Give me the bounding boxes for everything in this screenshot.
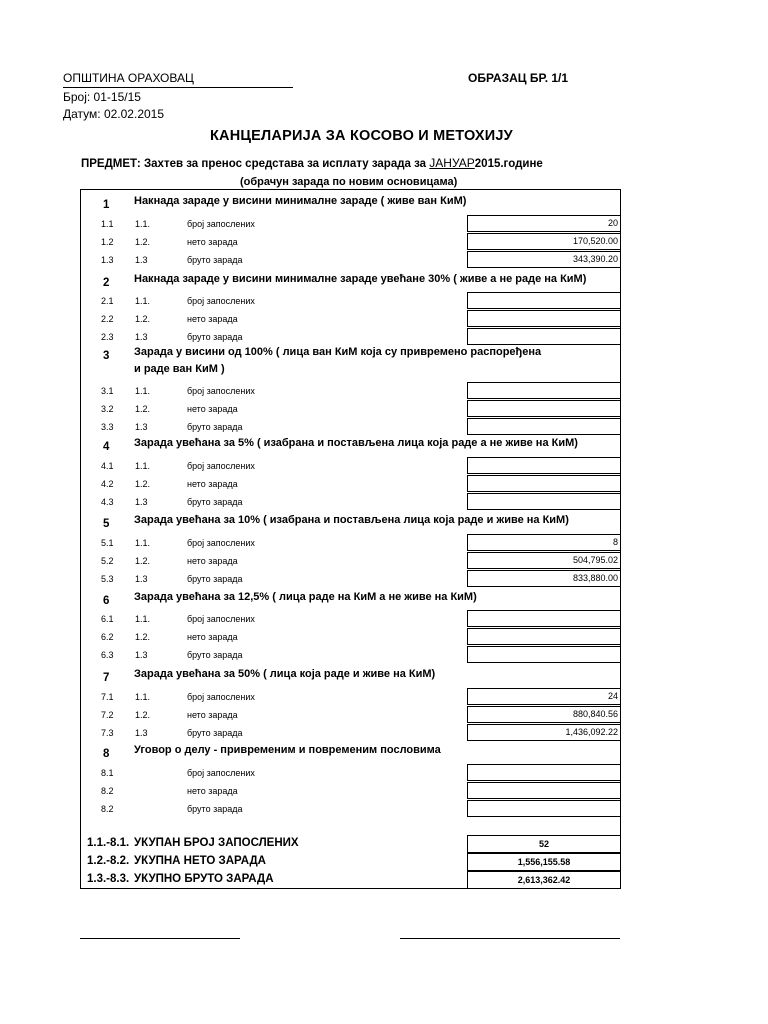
total-code: 1.2.-8.2.	[87, 855, 130, 867]
row-code: 7.3	[101, 728, 114, 738]
signature-line-left	[80, 938, 240, 939]
row-code: 3.3	[101, 422, 114, 432]
row-label: нето зарада	[187, 314, 238, 324]
row-code: 3.1	[101, 386, 114, 396]
row-code: 6.3	[101, 650, 114, 660]
row-value-field[interactable]: 8	[467, 534, 621, 551]
row-subcode: 1.1.	[135, 296, 151, 306]
row-label: нето зарада	[187, 710, 238, 720]
row-subcode: 1.2.	[135, 632, 151, 642]
row-label: нето зарада	[187, 632, 238, 642]
row-value-field[interactable]	[467, 764, 621, 781]
row-value-field[interactable]	[467, 382, 621, 399]
row-value-field[interactable]	[467, 292, 621, 309]
row-subcode: 1.3	[135, 574, 148, 584]
row-code: 2.2	[101, 314, 114, 324]
row-code: 1.3	[101, 255, 114, 265]
section-title: Зарада увећана за 5% ( изабрана и постављена лица која раде а не живе на КиМ)	[134, 437, 578, 449]
row-code: 8.1	[101, 768, 114, 778]
section-number: 5	[103, 518, 110, 530]
row-subcode: 1.3	[135, 332, 148, 342]
row-value-field[interactable]: 833,880.00	[467, 570, 621, 587]
row-label: број запослених	[187, 461, 255, 471]
row-value-field[interactable]	[467, 400, 621, 417]
section-title-line2: и раде ван КиМ )	[134, 363, 225, 375]
row-code: 1.2	[101, 237, 114, 247]
row-value-field[interactable]	[467, 457, 621, 474]
signature-line-right	[400, 938, 620, 939]
subject-month: ЈАНУАР	[429, 156, 475, 170]
row-subcode: 1.2.	[135, 237, 151, 247]
row-code: 2.3	[101, 332, 114, 342]
municipality-underline	[63, 87, 293, 88]
row-value-field[interactable]: 170,520.00	[467, 233, 621, 250]
row-label: бруто зарада	[187, 728, 243, 738]
row-value-field[interactable]: 20	[467, 215, 621, 232]
row-label: број запослених	[187, 219, 255, 229]
form-number: ОБРАЗАЦ БР. 1/1	[468, 71, 569, 85]
row-subcode: 1.1.	[135, 386, 151, 396]
row-subcode: 1.1.	[135, 219, 151, 229]
row-code: 5.3	[101, 574, 114, 584]
row-value-field[interactable]	[467, 475, 621, 492]
total-value-field[interactable]: 1,556,155.58	[467, 853, 621, 871]
row-label: бруто зарада	[187, 804, 243, 814]
row-value-field[interactable]	[467, 493, 621, 510]
document-date: Датум: 02.02.2015	[63, 107, 165, 121]
row-label: број запослених	[187, 614, 255, 624]
row-code: 4.1	[101, 461, 114, 471]
section-title: Зарада увећана за 10% ( изабрана и постављена лица која раде и живе на КиМ)	[134, 514, 569, 526]
row-subcode: 1.3	[135, 650, 148, 660]
total-code: 1.1.-8.1.	[87, 837, 130, 849]
row-subcode: 1.2.	[135, 479, 151, 489]
calculation-note: (обрачун зарада по новим основицама)	[240, 176, 458, 188]
row-subcode: 1.2.	[135, 556, 151, 566]
section-number: 8	[103, 748, 110, 760]
row-value-field[interactable]: 24	[467, 688, 621, 705]
row-label: бруто зарада	[187, 332, 243, 342]
row-subcode: 1.3	[135, 497, 148, 507]
row-label: нето зарада	[187, 479, 238, 489]
row-value-field[interactable]	[467, 628, 621, 645]
row-label: нето зарада	[187, 404, 238, 414]
section-title: Зарада увећана за 12,5% ( лица раде на КиМ а не живе на КиМ)	[134, 591, 477, 603]
section-title: Зарада у висини од 100% ( лица ван КиМ која су привремено распоређена	[134, 346, 542, 358]
reference-number: Број: 01-15/15	[63, 90, 141, 104]
subject-prefix: ПРЕДМЕТ: Захтев за пренос средстава за исплату зарада за	[81, 158, 427, 170]
row-code: 8.2	[101, 786, 114, 796]
row-label: бруто зарада	[187, 255, 243, 265]
row-value-field[interactable]	[467, 610, 621, 627]
row-label: нето зарада	[187, 237, 238, 247]
section-number: 1	[103, 199, 110, 211]
row-subcode: 1.2.	[135, 404, 151, 414]
row-value-field[interactable]	[467, 800, 621, 817]
row-value-field[interactable]	[467, 782, 621, 799]
row-subcode: 1.3	[135, 255, 148, 265]
row-value-field[interactable]	[467, 418, 621, 435]
row-subcode: 1.1.	[135, 461, 151, 471]
row-label: нето зарада	[187, 556, 238, 566]
row-code: 4.2	[101, 479, 114, 489]
row-code: 7.1	[101, 692, 114, 702]
section-number: 7	[103, 672, 110, 684]
row-code: 7.2	[101, 710, 114, 720]
row-label: број запослених	[187, 692, 255, 702]
municipality: ОПШТИНА ОРАХОВАЦ	[63, 71, 194, 85]
subject-line	[81, 156, 543, 170]
row-value-field[interactable]: 880,840.56	[467, 706, 621, 723]
row-label: бруто зарада	[187, 650, 243, 660]
row-code: 6.1	[101, 614, 114, 624]
subject-year: 2015.године	[474, 158, 543, 170]
row-label: бруто зарада	[187, 497, 243, 507]
row-code: 1.1	[101, 219, 114, 229]
total-value-field[interactable]: 2,613,362.42	[467, 871, 621, 889]
row-code: 6.2	[101, 632, 114, 642]
row-value-field[interactable]	[467, 310, 621, 327]
section-number: 4	[103, 441, 110, 453]
section-number: 3	[103, 350, 110, 362]
section-number: 2	[103, 277, 110, 289]
row-code: 3.2	[101, 404, 114, 414]
row-subcode: 1.1.	[135, 614, 151, 624]
section-title: Уговор о делу - привременим и повременим пословима	[134, 744, 441, 756]
row-subcode: 1.3	[135, 728, 148, 738]
total-value-field[interactable]: 52	[467, 835, 621, 853]
row-value-field[interactable]: 504,795.02	[467, 552, 621, 569]
section-number: 6	[103, 595, 110, 607]
row-subcode: 1.1.	[135, 692, 151, 702]
row-code: 8.2	[101, 804, 114, 814]
row-label: бруто зарада	[187, 574, 243, 584]
row-code: 5.1	[101, 538, 114, 548]
total-label: УКУПНА НЕТО ЗАРАДА	[134, 855, 266, 867]
section-title: Зарада увећана за 50% ( лица која раде и живе на КиМ)	[134, 668, 436, 680]
row-label: број запослених	[187, 296, 255, 306]
row-code: 2.1	[101, 296, 114, 306]
row-code: 5.2	[101, 556, 114, 566]
row-value-field[interactable]: 1,436,092.22	[467, 724, 621, 741]
row-label: број запослених	[187, 386, 255, 396]
row-label: нето зарада	[187, 786, 238, 796]
row-subcode: 1.1.	[135, 538, 151, 548]
total-label: УКУПАН БРОЈ ЗАПОСЛЕНИХ	[134, 837, 299, 849]
row-subcode: 1.2.	[135, 710, 151, 720]
total-code: 1.3.-8.3.	[87, 873, 130, 885]
row-value-field[interactable]: 343,390.20	[467, 251, 621, 268]
row-subcode: 1.2.	[135, 314, 151, 324]
row-value-field[interactable]	[467, 328, 621, 345]
row-label: број запослених	[187, 768, 255, 778]
total-label: УКУПНО БРУТО ЗАРАДА	[134, 873, 274, 885]
row-label: број запослених	[187, 538, 255, 548]
row-value-field[interactable]	[467, 646, 621, 663]
section-title: Накнада зараде у висини минималне зараде ( живе ван КиМ)	[134, 195, 467, 207]
row-code: 4.3	[101, 497, 114, 507]
row-label: бруто зарада	[187, 422, 243, 432]
row-subcode: 1.3	[135, 422, 148, 432]
section-title: Накнада зараде у висини минималне зараде увећане 30% ( живе а не раде на КиМ)	[134, 273, 587, 285]
page-title: КАНЦЕЛАРИЈА ЗА КОСОВО И МЕТОХИЈУ	[210, 128, 513, 144]
